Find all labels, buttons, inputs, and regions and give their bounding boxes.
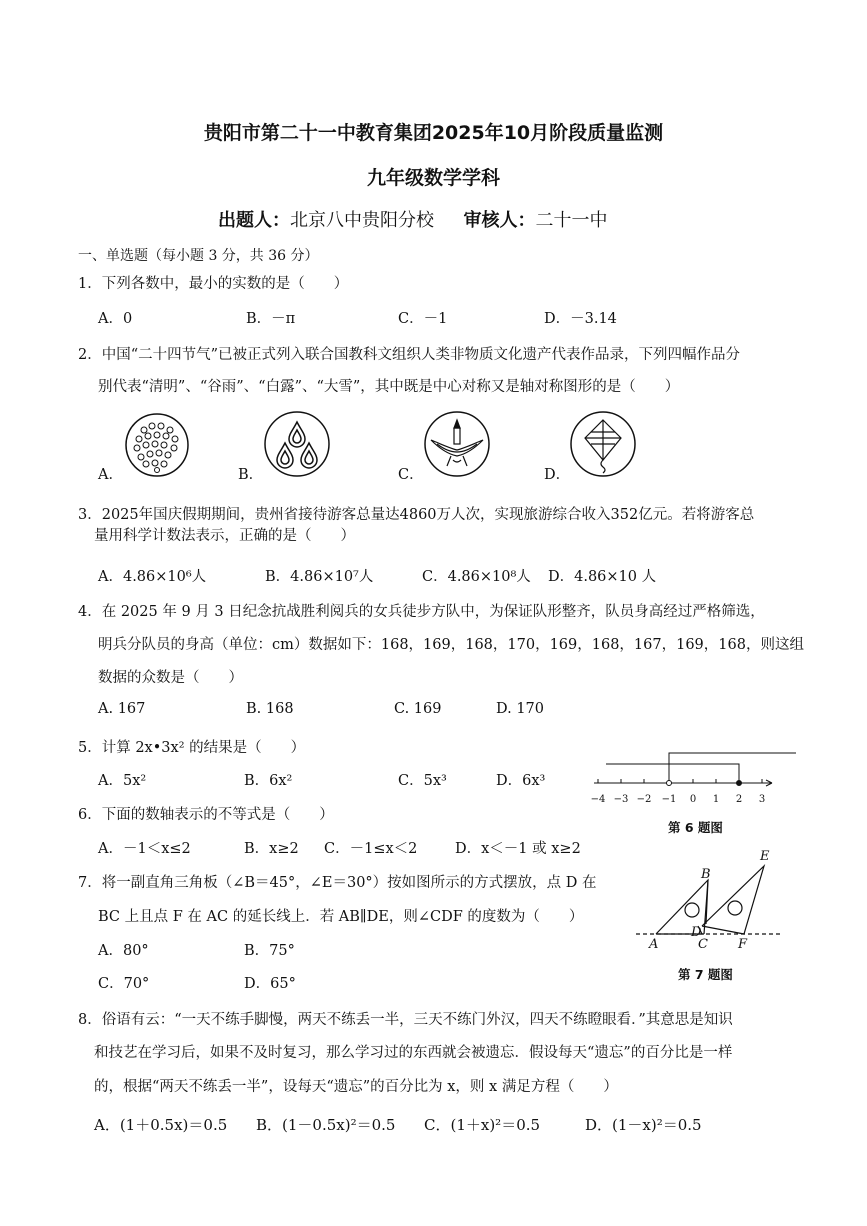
q2-stem-line2: 别代表“清明”、“谷雨”、“白露”、“大雪”，其中既是中心对称又是轴对称图形的是（ ） [98, 379, 680, 395]
q4-option-a: A. 167 [98, 701, 146, 717]
q4-option-d: D. 170 [496, 701, 545, 717]
q5-option-d: D．6x³ [496, 773, 546, 789]
q8-stem-line1: 8．俗语有云：“一天不练手脚慢，两天不练丢一半，三天不练门外汉，四天不练瞪眼看．”其意思是知识 [78, 1012, 733, 1028]
q7-option-d: D．65° [244, 976, 296, 992]
q2-option-b: B． [238, 467, 264, 483]
point-label-f: F [738, 937, 748, 952]
q6-option-c: C．－1≤x＜2 [324, 841, 418, 857]
q8-option-c: C．(1＋x)²＝0.5 [424, 1116, 541, 1134]
point-label-e: E [760, 849, 770, 864]
q4-stem-line3: 数据的众数是（ ） [98, 670, 243, 686]
reviewer-label: 审核人： [463, 210, 536, 231]
q5-option-c: C．5x³ [398, 773, 447, 789]
point-label-b: B [701, 867, 711, 882]
tick-label: −2 [636, 794, 652, 805]
q7-option-b: B．75° [244, 943, 295, 959]
q1-stem: 1．下列各数中，最小的实数的是（ ） [78, 276, 349, 292]
qingming-image [124, 412, 190, 478]
number-line-figure [590, 748, 800, 808]
q1-option-b: B．－π [246, 311, 296, 327]
q5-option-b: B．6x² [244, 773, 293, 789]
q3-option-b: B．4.86×10⁷人 [265, 569, 374, 585]
q1-option-d: D．－3.14 [544, 311, 617, 327]
q4-stem-line1: 4．在 2025 年 9 月 3 日纪念抗战胜利阅兵的女兵徒步方队中，为保证队形整齐，队员身高经过严格筛选， [78, 604, 765, 620]
author-label: 出题人： [218, 210, 290, 231]
q7-figure-caption: 第 7 题图 [678, 967, 733, 982]
triangle-figure [636, 846, 786, 952]
q7-stem-line1: 7．将一副直角三角板（∠B＝45°，∠E＝30°）按如图所示的方式摆放，点 D 在 [78, 875, 597, 891]
q3-stem-line1: 3．2025年国庆假期期间，贵州省接待游客总量达4860万人次，实现旅游综合收入352亿元。若将游客总 [78, 507, 755, 523]
exam-title: 贵阳市第二十一中教育集团2025年10月阶段质量监测 [203, 122, 664, 144]
q8-option-a: A．(1＋0.5x)＝0.5 [94, 1116, 228, 1134]
q3-option-c: C．4.86×10⁸人 [422, 569, 531, 585]
point-label-d: D [691, 925, 702, 940]
tick-label: 1 [712, 794, 720, 805]
q7-stem-line2: BC 上且点 F 在 AC 的延长线上．若 AB∥DE，则∠CDF 的度数为（ ） [98, 909, 584, 925]
q8-stem-line2: 和技艺在学习后，如果不及时复习，那么学习过的东西就会被遗忘．假设每天“遗忘”的百分比是一样 [94, 1045, 733, 1061]
q3-stem-line2: 量用科学计数法表示，正确的是（ ） [94, 528, 355, 544]
author-line [218, 206, 607, 232]
q8-option-d: D．(1－x)²＝0.5 [585, 1116, 702, 1134]
q8-stem-line3: 的，根据“两天不练丢一半”，设每天“遗忘”的百分比为 x，则 x 满足方程（ ） [94, 1079, 618, 1095]
q2-option-a: A． [98, 467, 123, 483]
tick-label: −4 [590, 794, 606, 805]
q1-option-a: A．0 [98, 311, 133, 327]
tick-label: 3 [758, 794, 766, 805]
tick-label: −3 [613, 794, 629, 805]
q3-option-a: A．4.86×10⁶人 [98, 569, 207, 585]
q2-stem-line1: 2．中国“二十四节气”已被正式列入联合国教科文组织人类非物质文化遗产代表作品录，下列四幅作品分 [78, 347, 741, 363]
tick-label: 0 [689, 794, 697, 805]
q3-option-d: D．4.86×10 人 [548, 569, 657, 585]
q6-figure-caption: 第 6 题图 [668, 820, 723, 835]
point-label-c: C [698, 937, 708, 952]
q6-stem: 6．下面的数轴表示的不等式是（ ） [78, 807, 334, 823]
q2-option-d: D． [544, 467, 571, 483]
author-name: 北京八中贵阳分校 [290, 210, 434, 231]
q1-option-c: C．－1 [398, 311, 448, 327]
bailu-image [423, 410, 491, 478]
q5-option-a: A．5x² [98, 773, 147, 789]
point-label-a: A [649, 937, 659, 952]
q4-option-b: B. 168 [246, 701, 294, 717]
q2-option-c: C． [398, 467, 424, 483]
tick-label: −1 [661, 794, 677, 805]
q6-option-a: A．－1＜x≤2 [98, 841, 191, 857]
guyu-image [263, 410, 331, 478]
q6-option-b: B．x≥2 [244, 841, 299, 857]
q7-option-c: C．70° [98, 976, 150, 992]
q8-option-b: B．(1－0.5x)²＝0.5 [256, 1116, 396, 1134]
q5-stem: 5．计算 2x•3x² 的结果是（ ） [78, 740, 306, 756]
reviewer-name: 二十一中 [535, 210, 608, 231]
exam-subtitle: 九年级数学学科 [366, 167, 500, 189]
q4-option-c: C. 169 [394, 701, 442, 717]
q6-option-d: D．x＜－1 或 x≥2 [455, 841, 581, 857]
q4-stem-line2: 明兵分队员的身高（单位：cm）数据如下：168，169，168，170，169，168，167，169，168，则这组 [98, 637, 804, 653]
section-heading: 一、单选题（每小题 3 分，共 36 分） [78, 248, 319, 264]
tick-label: 2 [735, 794, 743, 805]
daxue-image [569, 410, 637, 478]
q7-option-a: A．80° [98, 943, 149, 959]
